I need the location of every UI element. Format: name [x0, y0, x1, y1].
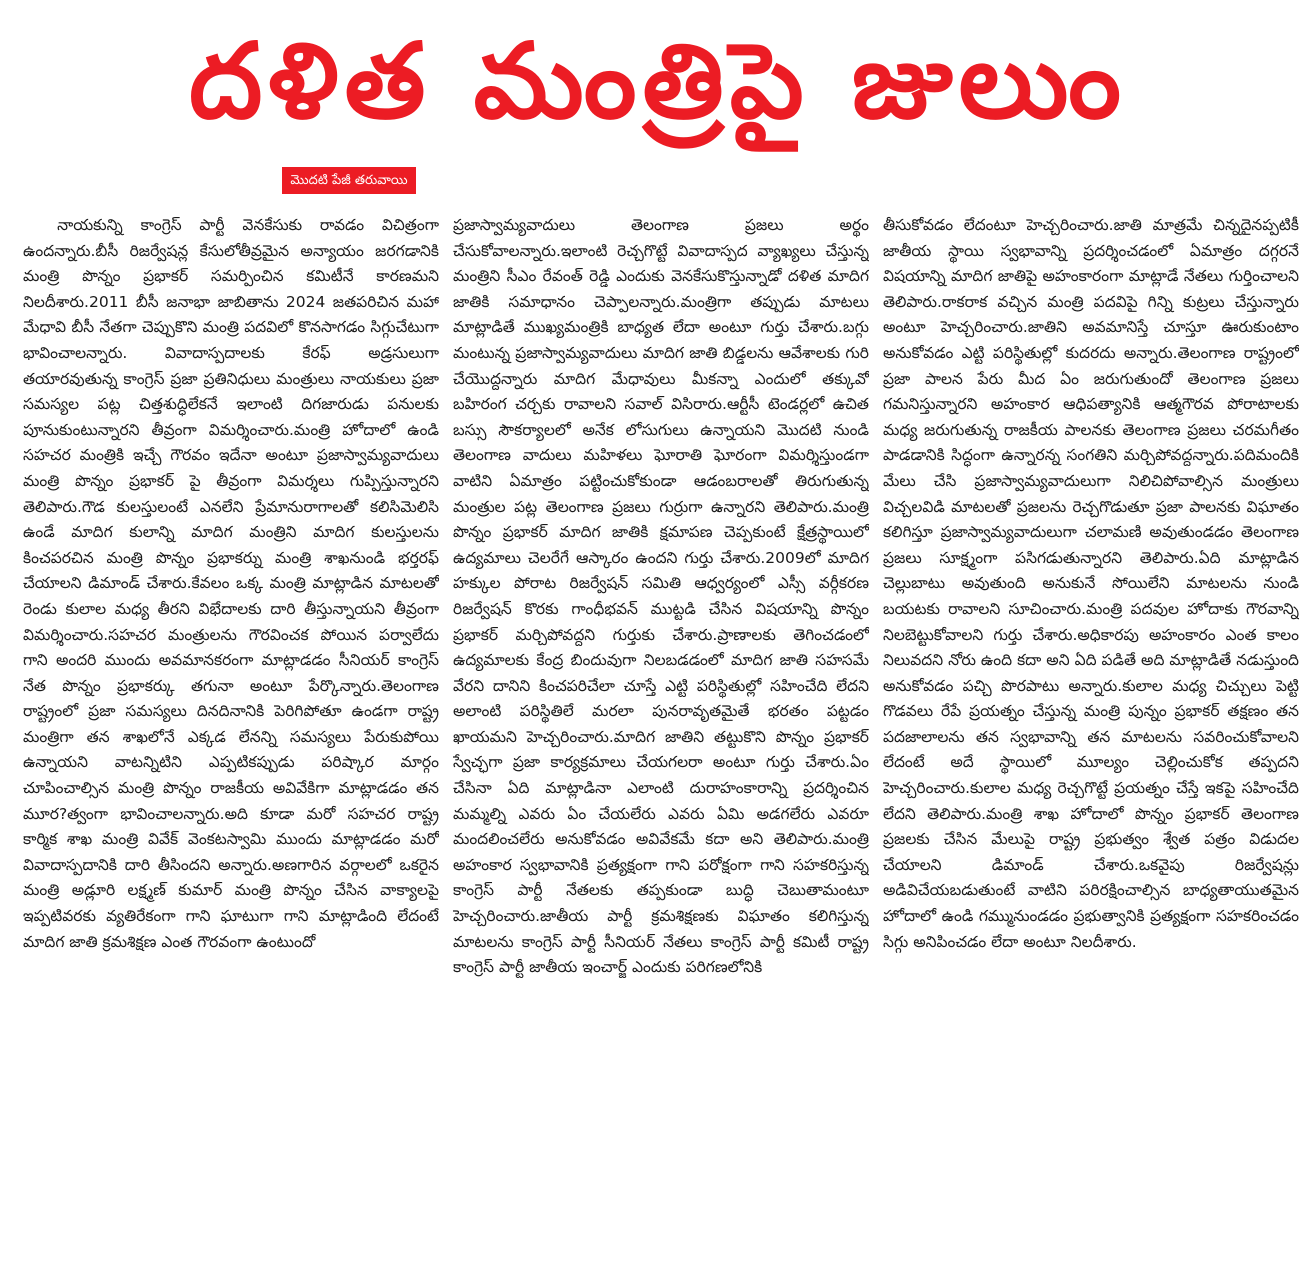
headline: దళిత మంత్రిపై జులుం: [188, 20, 1128, 142]
continued-from-front-page-tag: మొదటి పేజీ తరువాయి: [282, 167, 416, 194]
article-column-1: నాయకున్ని కాంగ్రెస్ పార్టీ వెనకేసుకు రావడం విచిత్రంగా ఉందన్నారు.బీసీ రిజర్వేషన్ల కేసులోతీవ్రమైన అన్యాయం జరగడానికి మంత్రి పొన్నం ప్రభాకర్ సమర్పించిన కమిటీనే కారణమని నిలదీశారు.2011 బీసీ జనాభా జాబితాను 2024 జతపరిచిన మహా మేధావి బీసీ నేతగా చెప్పుకొని మంత్రి పదవిలో కొనసాగడం సిగ్గుచేటుగా భావించాలన్నారు. వివాదాస్పదాలకు కేరఫ్ అడ్రసులుగా తయారవుతున్న కాంగ్రెస్ ప్రజా ప్రతినిధులు మంత్రులు నాయకులు ప్రజా సమస్యల పట్ల చిత్తశుద్ధిలేకనే ఇలాంటి దిగజారుడు పనులకు పూనుకుంటున్నారని తీవ్రంగా విమర్శించారు.మంత్రి హోదాలో ఉండి సహచర మంత్రికి ఇచ్చే గౌరవం ఇదేనా అంటూ ప్రజాస్వామ్యవాదులు మంత్రి పొన్నం ప్రభాకర్ పై తీవ్రంగా విమర్శలు గుప్పిస్తున్నారని తెలిపారు.గౌడ కులస్తులంటే ఎనలేని ప్రేమానురాగాలతో కలిసిమెలిసి ఉండే మాదిగ కులాన్ని మాదిగ మంత్రిని మాదిగ కులస్తులను కించపరచిన మంత్రి పొన్నం ప్రభాకర్ను మంత్రి శాఖనుండి భర్తరఫ్ చేయాలని డిమాండ్ చేశారు.కేవలం ఒక్క మంత్రి మాట్లాడిన మాటలతో రెండు కులాల మధ్య తీరని విభేదాలకు దారి తీస్తున్నాయని తీవ్రంగా విమర్శించారు.సహచర మంత్రులను గౌరవించక పోయిన పర్వాలేదు గాని అందరి ముందు అవమానకరంగా మాట్లాడడం సీనియర్ కాంగ్రెస్ నేత పొన్నం ప్రభాకర్కు తగునా అంటూ పేర్కొన్నారు.తెలంగాణ రాష్ట్రంలో ప్రజా సమస్యలు దినదినానికి పెరిగిపోతూ ఉండగా రాష్ట్ర మంత్రిగా తన శాఖలోనే ఎక్కడ లేనన్ని సమస్యలు పేరుకుపోయి ఉన్నాయని వాటన్నిటిని ఎప్పటికప్పుడు పరిష్కార మార్గం చూపించాల్సిన మంత్రి పొన్నం రాజకీయ అవివేకిగా మాట్లాడడం తన మూర?త్వంగా భావించాలన్నారు.అది కూడా మరో సహచర రాష్ట్ర కార్మిక శాఖ మంత్రి వివేక్ వెంకటస్వామి ముందు మాట్లాడడం మరో వివాదాస్పదానికి దారి తీసిందని అన్నారు.అణగారిన వర్గాలలో ఒకరైన మంత్రి అడ్లూరి లక్ష్మణ్ కుమార్ మంత్రి పొన్నం చేసిన వాక్యాలపై ఇప్పటివరకు వ్యతిరేకంగా గాని ఘాటుగా గాని మాట్లాడింది లేదంటే మాదిగ జాతి క్రమశిక్షణ ఎంత గౌరవంగా ఉంటుందో: [23, 216, 439, 951]
article-column-3: తీసుకోవడం లేదంటూ హెచ్చరించారు.జాతి మాత్రమే చిన్నదైనప్పటికీ జాతీయ స్థాయి స్వభావాన్ని ప్రదర్శించడంలో ఏమాత్రం దగ్గరనే విషయాన్ని మాదిగ జాతిపై అహంకారంగా మాట్లాడే నేతలు గుర్తించాలని తెలిపారు.రాకరాక వచ్చిన మంత్రి పదవిపై గిన్ని కుట్రలు చేస్తున్నారు అంటూ హెచ్చరించారు.జాతిని అవమానిస్తే చూస్తూ ఊరుకుంటాం అనుకోవడం ఎట్టి పరిస్థితుల్లో కుదరదు అన్నారు.తెలంగాణ రాష్ట్రంలో ప్రజా పాలన పేరు మీద ఏం జరుగుతుందో తెలంగాణ ప్రజలు గమనిస్తున్నారని అహంకార ఆధిపత్యానికి ఆత్మగౌరవ పోరాటాలకు మధ్య జరుగుతున్న రాజకీయ పాలనకు తెలంగాణ ప్రజలు చరమగీతం పాడడానికి సిద్ధంగా ఉన్నారన్న సంగతిని మర్చిపోవద్దన్నారు.పదిమందికి మేలు చేసి ప్రజాస్వామ్యవాదులుగా నిలిచిపోవాల్సిన మంత్రులు విచ్చలవిడి మాటలతో ప్రజలను రెచ్చగొడుతూ ప్రజా పాలనకు విఘాతం కలిగిస్తూ ప్రజాస్వామ్యవాదులుగా చలామణి అవుతుండడం తెలంగాణ ప్రజలు సూక్ష్మంగా పసిగడుతున్నారని తెలిపారు.ఏది మాట్లాడిన చెల్లుబాటు అవుతుంది అనుకునే సోయిలేని మాటలను నుండి బయటకు రావాలని సూచించారు.మంత్రి పదవుల హోదాకు గౌరవాన్ని నిలబెట్టుకోవాలని గుర్తు చేశారు.అధికారపు అహంకారం ఎంత కాలం నిలువదని నోరు ఉంది కదా అని ఏది పడితే అది మాట్లాడితే నడుస్తుంది అనుకోవడం పచ్చి పొరపాటు అన్నారు.కులాల మధ్య చిచ్చులు పెట్టి గొడవలు రేపే ప్రయత్నం చేస్తున్న మంత్రి పున్నం ప్రభాకర్ తక్షణం తన పదజాలాలను తన స్వభావాన్ని తన మాటలను సవరించుకోవాలని లేదంటే అదే స్థాయిలో మూల్యం చెల్లించుకోక తప్పదని హెచ్చరించారు.కులాల మధ్య రెచ్చగొట్టే ప్రయత్నం చేస్తే ఇకపై సహించేది లేదని తెలిపారు.మంత్రి శాఖ హోదాలో పొన్నం ప్రభాకర్ తెలంగాణ ప్రజలకు చేసిన మేలుపై రాష్ట్ర ప్రభుత్వం శ్వేత పత్రం విడుదల చేయాలని డిమాండ్ చేశారు.ఒకవైపు రిజర్వేషన్లు అడివిచేయబడుతుంటే వాటిని పరిరక్షించాల్సిన బాధ్యతాయుతమైన హోదాలో ఉండి గమ్మునుండడం ప్రభుత్వానికి ప్రత్యక్షంగా సహకరించడం సిగ్గు అనిపించడం లేదా అంటూ నిలదీశారు.: [883, 216, 1299, 951]
article-body: [23, 213, 1299, 1255]
article-column-2: ప్రజాస్వామ్యవాదులు తెలంగాణ ప్రజలు అర్థం చేసుకోవాలన్నారు.ఇలాంటి రెచ్చగొట్టే వివాదాస్పద వ్యాఖ్యలు చేస్తున్న మంత్రిని సీఎం రేవంత్ రెడ్డి ఎందుకు వెనకేసుకొస్తున్నాడో దళిత మాదిగ జాతికి సమాధానం చెప్పాలన్నారు.మంత్రిగా తప్పుడు మాటలు మాట్లాడితే ముఖ్యమంత్రికి బాధ్యత లేదా అంటూ గుర్తు చేశారు.బగ్గు మంటున్న ప్రజాస్వామ్యవాదులు మాదిగ జాతి బిడ్డలను ఆవేశాలకు గురి చేయొద్దన్నారు మాదిగ మేధావులు మీకన్నా ఎందులో తక్కువో బహిరంగ చర్చకు రావాలని సవాల్ విసిరారు.ఆర్టీసీ టెండర్లలో ఉచిత బస్సు సౌకర్యాలలో అనేక లోసుగులు ఉన్నాయని మొదటి నుండి తెలంగాణ వాదులు మహిళలు ఘోరాతి ఘోరంగా విమర్శిస్తుండగా వాటిని ఏమాత్రం పట్టించుకోకుండా ఆడంబరాలతో తిరుగుతున్న మంత్రుల పట్ల తెలంగాణ ప్రజలు గుర్రుగా ఉన్నారని తెలిపారు.మంత్రి పొన్నం ప్రభాకర్ మాదిగ జాతికి క్షమాపణ చెప్పకుంటే క్షేత్రస్థాయిలో ఉద్యమాలు చెలరేగే ఆస్కారం ఉందని గుర్తు చేశారు.2009లో మాదిగ హక్కుల పోరాట రిజర్వేషన్ సమితి ఆధ్వర్యంలో ఎస్సీ వర్గీకరణ రిజర్వేషన్ కొరకు గాంధీభవన్ ముట్టడి చేసిన విషయాన్ని పొన్నం ప్రభాకర్ మర్చిపోవద్దని గుర్తుకు చేశారు.ప్రాణాలకు తెగించడంలో ఉద్యమాలకు కేంద్ర బిందువుగా నిలబడడంలో మాదిగ జాతి సహసమే వేరని దానిని కించపరిచేలా చూస్తే ఎట్టి పరిస్థితుల్లో సహించేది లేదని అలాంటి పరిస్థితిలే మరలా పునరావృతమైతే భరతం పట్టడం ఖాయమని హెచ్చరించారు.మాదిగ జాతిని తట్టుకొని పొన్నం ప్రభాకర్ స్వేచ్ఛగా ప్రజా కార్యక్రమాలు చేయగలరా అంటూ గుర్తు చేశారు.ఏం చేసినా ఏది మాట్లాడినా ఎలాంటి దురాహంకారాన్ని ప్రదర్శించిన మమ్మల్ని ఎవరు ఏం చేయలేరు ఎవరు ఏమి అడగలేరు ఎవరూ మందలించలేరు అనుకోవడం అవివేకమే కదా అని తెలిపారు.మంత్రి అహంకార స్వభావానికి ప్రత్యక్షంగా గాని పరోక్షంగా గాని సహకరిస్తున్న కాంగ్రెస్ పార్టీ నేతలకు తప్పకుండా బుద్ధి చెబుతామంటూ హెచ్చరించారు.జాతీయ పార్టీ క్రమశిక్షణకు విఘాతం కలిగిస్తున్న మాటలను కాంగ్రెస్ పార్టీ సీనియర్ నేతలు కాంగ్రెస్ పార్టీ కమిటీ రాష్ట్ర కాంగ్రెస్ పార్టీ జాతీయ ఇంచార్జ్ ఎందుకు పరిగణలోనికి: [453, 216, 869, 977]
